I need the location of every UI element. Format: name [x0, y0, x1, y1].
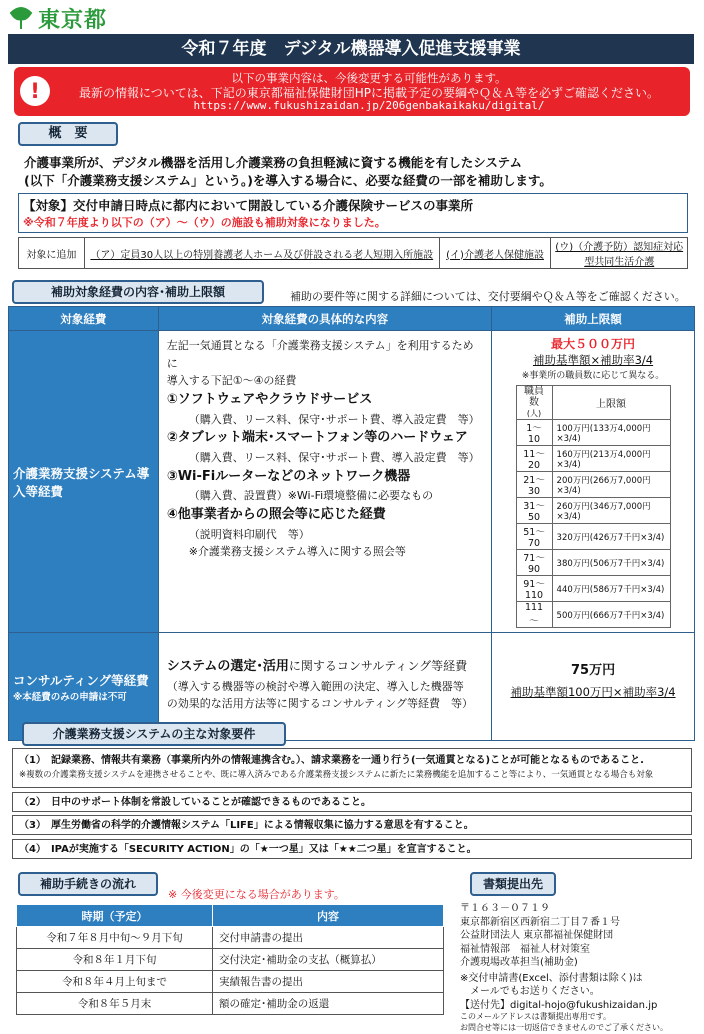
item-inquiry: ④他事業者からの照会等に応じた経費 — [166, 506, 386, 522]
requirement-1: （1） 記録業務、情報共有業務（事業所内外の情報連携含む。）、請求業務を一通り行う(一気通貫となる)ことが可能となるものであること. ※複数の介護業務支援システムを連携させることや、既に導入済みである介護業務支援システムに新たに業務機能を追加すること等により、一気通貫となる場合も対象 — [12, 748, 692, 788]
add-facility-c: (ウ)（介護予防）認知症対応型共同生活介護 — [555, 242, 684, 268]
flow-note: ※ 今後変更になる場合があります。 — [168, 888, 345, 901]
col-header-limit: 補助上限額 — [492, 307, 695, 331]
row2-content: システムの選定･活用に関するコンサルティング等経費 （導入する機器等の検討や導入範囲の決定、導入した機器等 の効果的な活用方法等に関するコンサルティング等経費 等） — [158, 633, 491, 741]
page-title: 令和７年度 デジタル機器導入促進支援事業 — [8, 34, 694, 64]
add-label: 対象に追加 — [19, 238, 85, 268]
row2-limit: 75万円 補助基準額100万円×補助率3/4 — [492, 633, 695, 741]
limit-row: 71～90 380万円(506万7千円×3/4) — [516, 550, 670, 576]
alert-icon: ! — [20, 76, 50, 106]
item-network: ③Wi-Fiルーターなどのネットワーク機器 — [166, 468, 411, 484]
flow-label: 補助手続きの流れ — [18, 872, 158, 896]
logo-text: 東京都 — [38, 7, 108, 33]
flow-row: 令和７年８月中旬～９月下旬 交付申請書の提出 — [17, 927, 444, 949]
alert-url[interactable]: https://www.fukushizaidan.jp/206genbakaikaku/digital/ — [193, 99, 545, 112]
expense-label: 補助対象経費の内容･補助上限額 — [12, 280, 264, 304]
col-header-expense: 対象経費 — [9, 307, 159, 331]
row1-name: 介護業務支援システム導入等経費 — [9, 331, 159, 633]
requirements-label: 介護業務支援システムの主な対象要件 — [22, 722, 286, 746]
requirement-4: （4） IPAが実施する「SECURITY ACTION」の「★一つ星」又は「★★二つ星」を宣言すること。 — [12, 839, 692, 859]
limit-row: 91～110 440万円(586万7千円×3/4) — [516, 576, 670, 602]
alert-line2: 最新の情報については、下記の東京都福祉保健財団HPに掲載予定の要綱やＱ＆Ａ等を必ずご確認ください。 — [78, 86, 660, 100]
limit-row: 1～10 100万円(133万4,000円×3/4) — [516, 420, 670, 446]
submit-email[interactable]: 【送付先】digital-hojo@fukushizaidan.jp — [460, 999, 658, 1011]
target-text: 【対象】交付申請日時点に都内において開設している介護保険サービスの事業所 — [23, 198, 474, 213]
limit-row: 51～70 320万円(426万7千円×3/4) — [516, 524, 670, 550]
limit-row: 21～30 200万円(266万7,000円×3/4) — [516, 472, 670, 498]
limit-table: 職員数 (人) 上限額 1～10 100万円(133万4,000円×3/4) 11～20 160万円(213万4,000円×3/4) 21～30 200万円(266万7,000円×3/4) 31～50 260万円(346万7,000円×3/4) 51～70 320万円(426万7千円×3/4) 71～90 380万円(506万7千円×3/4) 91～110 440万円(586万7千円×3/4) 111～ 500万円(666万7千円×3/4) — [516, 385, 671, 628]
notice-banner — [14, 67, 690, 116]
row1-content: 左記一気通貫となる「介護業務支援システム」を利用するために 導入する下記①～④の経費 ①ソフトウェアやクラウドサービス （購入費、リース料、保守･サポート費、導入設定費 等） ②タブレット端末･スマートフォン等のハードウェア （購入費、リース料、保守･サポート費、導入設定費 等） ③Wi-Fiルーターなどのネットワーク機器 （購入費、設置費）※Wi-Fi環境整備に必要なもの ④他事業者からの照会等に応じた経費 （説明資料印刷代 等） ※介護業務支援システム導入に関する照会等 — [158, 331, 491, 633]
requirement-2: （2） 日中のサポート体制を常設していることが確認できるものであること。 — [12, 792, 692, 812]
added-facilities-row — [18, 237, 688, 269]
submit-label: 書類提出先 — [470, 872, 556, 896]
limit-row: 31～50 260万円(346万7,000円×3/4) — [516, 498, 670, 524]
overview-line2: (以下「介護業務支援システム」という。)を導入する場合に、必要な経費の一部を補助します。 — [24, 173, 552, 188]
expense-note: 補助の要件等に関する詳細については、交付要綱やＱ＆Ａ等をご確認ください。 — [290, 290, 686, 303]
overview-line1: 介護事業所が、デジタル機器を活用し介護業務の負担軽減に資する機能を有したシステム — [24, 155, 523, 170]
expense-table — [8, 306, 695, 741]
limit-row: 11～20 160万円(213万4,000円×3/4) — [516, 446, 670, 472]
tokyo-logo — [8, 4, 107, 32]
limit-row: 111～ 500万円(666万7千円×3/4) — [516, 602, 670, 628]
requirement-3: （3） 厚生労働省の科学的介護情報システム「LIFE」による情報収集に協力する意思を有すること。 — [12, 815, 692, 835]
item-hardware: ②タブレット端末･スマートフォン等のハードウェア — [166, 430, 468, 446]
row2-name: コンサルティング等経費 ※本経費のみの申請は不可 — [9, 633, 159, 741]
target-box — [18, 193, 688, 233]
ginkgo-leaf-icon — [8, 5, 34, 31]
item-software: ①ソフトウェアやクラウドサービス — [166, 391, 373, 407]
flow-table: 時期（予定） 内容 令和７年８月中旬～９月下旬 交付申請書の提出 令和８年１月下旬 交付決定･補助金の支払（概算払） 令和８年４月上旬まで 実績報告書の提出 令和８年５月末 額の確定･補助金の返還 — [16, 904, 444, 1015]
col-header-content: 対象経費の具体的な内容 — [158, 307, 491, 331]
max-amount: 最大５００万円 — [551, 337, 636, 351]
add-facility-a: （ア）定員30人以上の特別養護老人ホーム及び併設される老人短期入所施設 — [85, 238, 440, 268]
flow-row: 令和８年５月末 額の確定･補助金の返還 — [17, 993, 444, 1015]
alert-line1: 以下の事業内容は、今後変更する可能性があります。 — [231, 71, 507, 85]
flow-row: 令和８年１月下旬 交付決定･補助金の支払（概算払） — [17, 949, 444, 971]
overview-label: 概 要 — [18, 122, 118, 146]
row1-limit: 最大５００万円 補助基準額×補助率3/4 ※事業所の職員数に応じて異なる。 職員数 (人) 上限額 1～10 100万円(133万4,000円×3/4) 11～20 160万円(213万4,000円×3/4) 21～30 200万円(266万7,000円×3/4) 31～50 260万円(346万7,000円×3/4) 51～70 320万円(426万7千円×3/4) 71～90 380万円(506万7千円×3/4) 91～110 440万円(586万7千円×3/4) 111～ 500万円(666万7千円×3/4) — [492, 331, 695, 633]
target-note: ※令和７年度より以下の（ア）～（ウ）の施設も補助対象になりました。 — [23, 216, 386, 229]
flow-row: 令和８年４月上旬まで 実績報告書の提出 — [17, 971, 444, 993]
submit-address: 〒１６３－０７１９ 東京都新宿区西新宿二丁目７番１号 公益財団法人 東京都福祉保健財団 福祉情報部 福祉人材対策室 介護現場改革担当(補助金) ※交付申請書(Excel、添付書類は除く)は メールでもお送りください。 【送付先】digital-hojo@fukushizaidan.jp このメールアドレスは書類提出専用です。 お問合せ等には一切返信できませんのでご了承ください。 — [460, 902, 696, 1034]
add-facility-b: (イ)介護老人保健施設 — [440, 238, 552, 268]
